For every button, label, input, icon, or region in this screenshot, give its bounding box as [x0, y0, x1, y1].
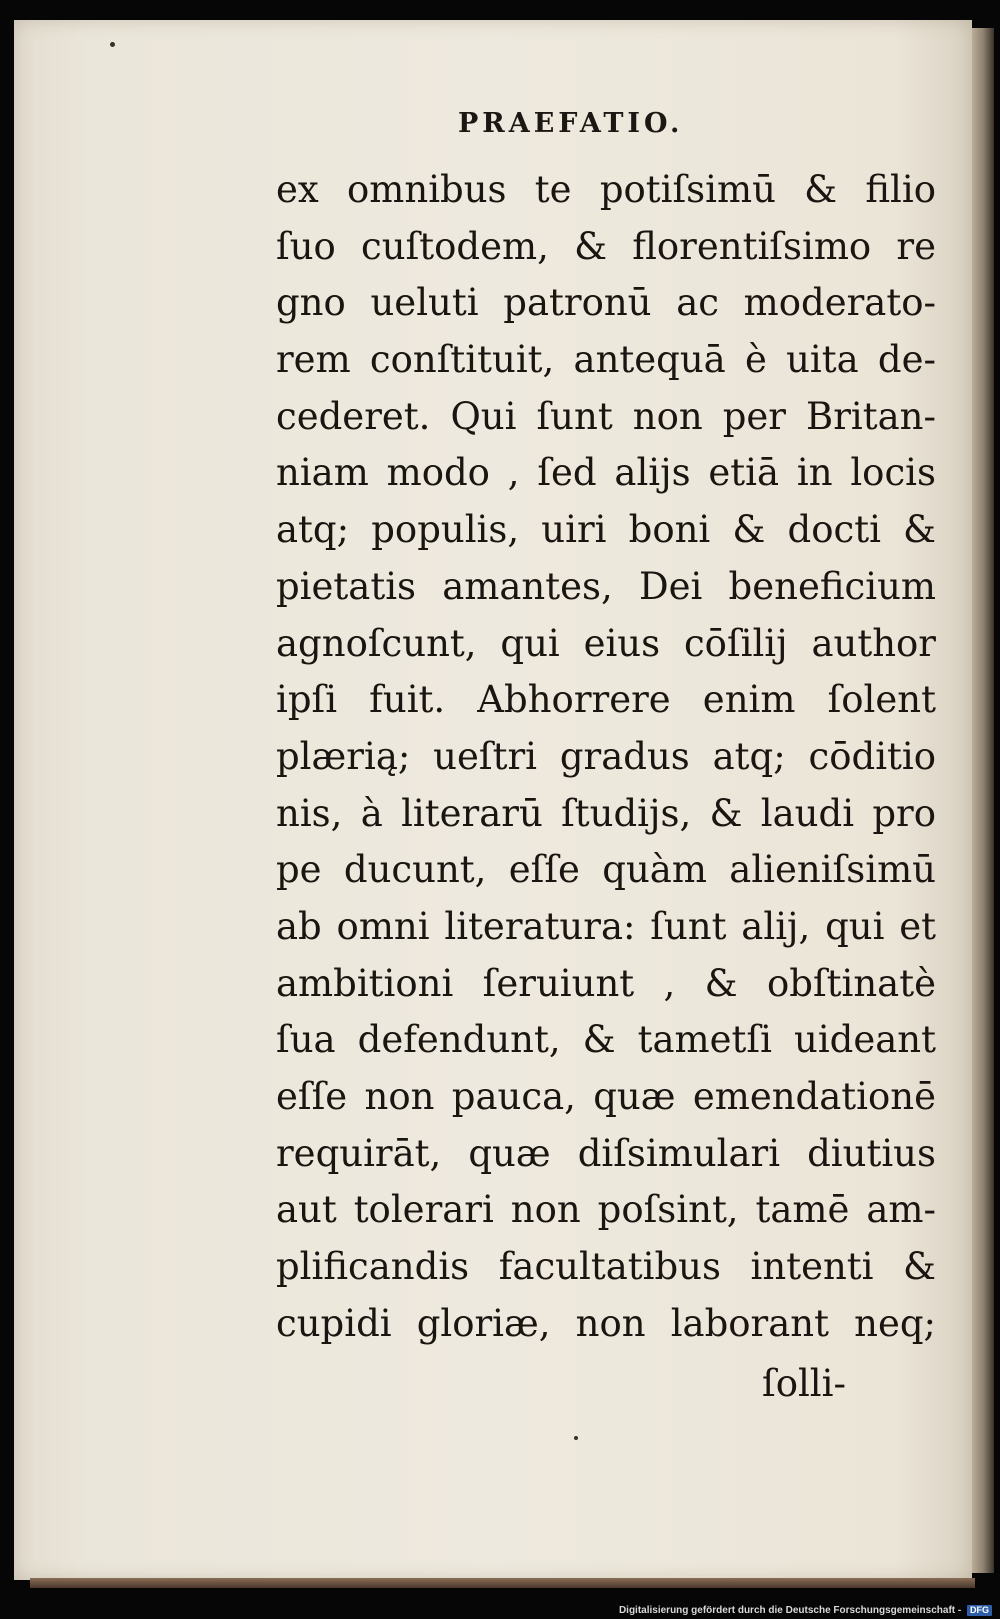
dfg-logo: DFG [967, 1605, 992, 1616]
page-edge-bottom [30, 1578, 975, 1588]
text-line: plærią; ueſtri gradus atq; cōditio [276, 734, 936, 778]
text-line: ambitioni ſeruiunt , & obſtinatè [276, 961, 936, 1005]
text-line: pe ducunt, eſſe quàm alieniſsimū [276, 848, 936, 892]
text-line: agnoſcunt, qui eius cōſilij author [276, 621, 936, 665]
text-line: ex omnibus te potiſsimū & filio [276, 168, 936, 211]
text-line: niam modo , ſed alijs etiā in locis [276, 451, 936, 495]
text-line: eſſe non pauca, quæ emendationē [276, 1075, 936, 1118]
ink-speck [110, 42, 115, 47]
text-line: gno ueluti patronū ac moderato- [276, 281, 936, 325]
text-line: requirāt, quæ diſsimulari diutius [276, 1131, 936, 1175]
page-edge-right [972, 28, 994, 1573]
text-line: cupidi gloriæ, non laborant neq; [276, 1301, 936, 1345]
ink-speck [574, 1436, 578, 1440]
text-line: ſua defendunt, & tametſi uideant [276, 1018, 936, 1062]
text-line: ipſi fuit. Abhorrere enim ſolent [276, 678, 936, 722]
text-line: cederet. Qui ſunt non per Britan- [276, 394, 936, 438]
running-head: PRAEFATIO. [458, 108, 684, 139]
text-line: nis, à literarū ſtudijs, & laudi pro [276, 791, 936, 835]
text-line: rem conſtituit, antequā è uita de- [276, 338, 936, 382]
text-line: pietatis amantes, Dei beneficium [276, 564, 936, 608]
body-text [276, 162, 936, 1352]
text-line: atq; populis, uiri boni & docti & [276, 508, 936, 552]
text-line: ab omni literatura: ſunt alij, qui et [276, 904, 936, 948]
text-line: plificandis facultatibus intenti & [276, 1245, 936, 1289]
text-line: aut tolerari non poſsint, tamē am- [276, 1188, 936, 1232]
digitization-credit [619, 1605, 992, 1616]
catchword: ſolli- [762, 1362, 846, 1405]
credit-text: Digitalisierung gefördert durch die Deutsche Forschungsgemeinschaft - [618, 1605, 962, 1616]
text-line: ſuo cuſtodem, & florentiſsimo re [276, 224, 936, 268]
